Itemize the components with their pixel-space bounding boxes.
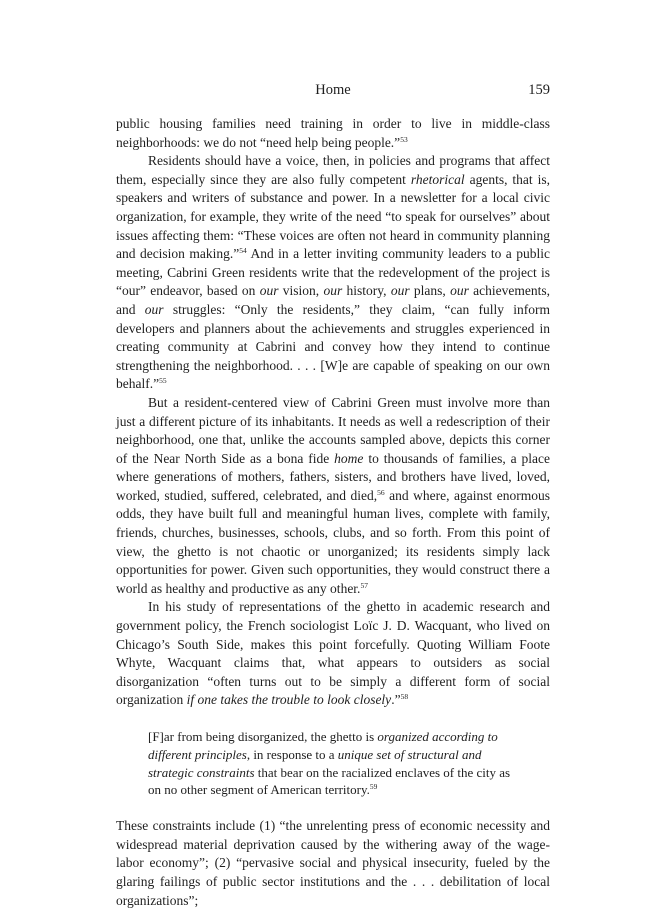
footnote-ref: 59 — [369, 782, 378, 792]
body-text — [116, 115, 550, 910]
text-segment: plans, — [409, 283, 451, 299]
emphasis-text: our — [144, 301, 164, 317]
paragraph — [116, 598, 550, 710]
paragraph — [116, 115, 550, 152]
text-segment: to thousands of families, a place where generations of mothers, fathers, sisters, and brothers have lived, loved, worked, studied, suffered, celebrated, and died, — [116, 450, 550, 503]
footnote-ref: 55 — [159, 376, 167, 386]
text-segment: [F]ar from being disorganized, the ghetto is — [148, 729, 378, 744]
emphasis-text: our — [323, 283, 343, 299]
text-segment: that bear on the racialized enclaves of the city as on no other segment of American territory. — [148, 764, 511, 798]
emphasis-text: home — [334, 450, 364, 466]
footnote-ref: 53 — [400, 134, 408, 144]
text-segment: .” — [391, 692, 401, 708]
text-segment: In his study of representations of the ghetto in academic research and government policy, the French sociologist Loïc J. D. Wacquant, who lived on Chicago’s South Side, makes this point forcefully. Quoting William Foote Whyte, Wacquant claims that, what appears to outsiders as social disorganization “often turns out to be simply a different form of social organization — [116, 599, 550, 708]
footnote-ref: 56 — [377, 487, 385, 497]
paragraph — [116, 817, 550, 910]
emphasis-text: our — [390, 283, 410, 299]
emphasis-text: rhetorical — [410, 171, 465, 187]
text-segment: Residents should have a voice, then, in policies and programs that affect them, especially since they are also fully competent — [116, 153, 550, 187]
text-segment: public housing families need training in order to live in middle-class neighborhoods: we do not “need help being people.” — [116, 116, 550, 150]
block-quote — [148, 728, 522, 799]
text-segment: achievements, and — [116, 283, 551, 317]
text-segment: agents, that is, speakers and writers of substance and power. In a newsletter for a local civic organization, for example, they write of the need “to speak for ourselves” about issues affecting them: “These voices are often not heard in community planning and decision making.” — [116, 171, 550, 262]
text-segment: , in response to a — [246, 746, 338, 762]
emphasis-text: our — [259, 283, 279, 299]
text-segment: vision, — [278, 283, 324, 299]
paragraph — [116, 394, 550, 599]
running-title: Home — [315, 82, 351, 98]
emphasis-text: organized according to different principles — [148, 729, 498, 762]
running-head — [116, 82, 550, 104]
text-segment: history, — [342, 283, 391, 299]
text-segment: These constraints include (1) “the unrelenting press of economic necessity and widespread material deprivation caused by the withering away of the wage-labor economy”; (2) “pervasive social and physical insecurity, fueled by the glaring failings of public sector institutions and the . . . debilitation of local organizations”; — [116, 818, 550, 908]
footnote-ref: 57 — [360, 580, 368, 590]
page-number: 159 — [528, 82, 550, 98]
emphasis-text: unique set of structural and strategic constraints — [148, 746, 482, 780]
text-segment: struggles: “Only the residents,” they claim, “can fully inform developers and planners about the achievements and struggles experienced in creating community at Cabrini and convey how they intend to continue strengthening the neighborhood. . . . [W]e are capable of speaking on our own behalf.” — [116, 301, 550, 392]
paragraph — [116, 152, 550, 394]
footnote-ref: 54 — [239, 246, 247, 256]
text-segment: And in a letter inviting community leaders to a public meeting, Cabrini Green residents write that the redevelopment of the project is “our” endeavor, based on — [116, 246, 550, 299]
emphasis-text: if one takes the trouble to look closely — [186, 692, 392, 708]
text-segment: and where, against enormous odds, they have built full and meaningful human lives, complete with family, friends, churches, businesses, schools, clubs, and so forth. From this point of view, the ghetto is not chaotic or unorganized; its residents simply lack opportunities for power. Given such opportunities, they would construct there a world as healthy and productive as any other. — [116, 487, 550, 596]
text-segment: But a resident-centered view of Cabrini Green must involve more than just a different picture of its inhabitants. It needs as well a redescription of their neighborhood, one that, unlike the accounts sampled above, depicts this corner of the Near North Side as a bona fide — [116, 394, 550, 466]
footnote-ref: 58 — [400, 692, 409, 702]
emphasis-text: our — [450, 283, 469, 299]
